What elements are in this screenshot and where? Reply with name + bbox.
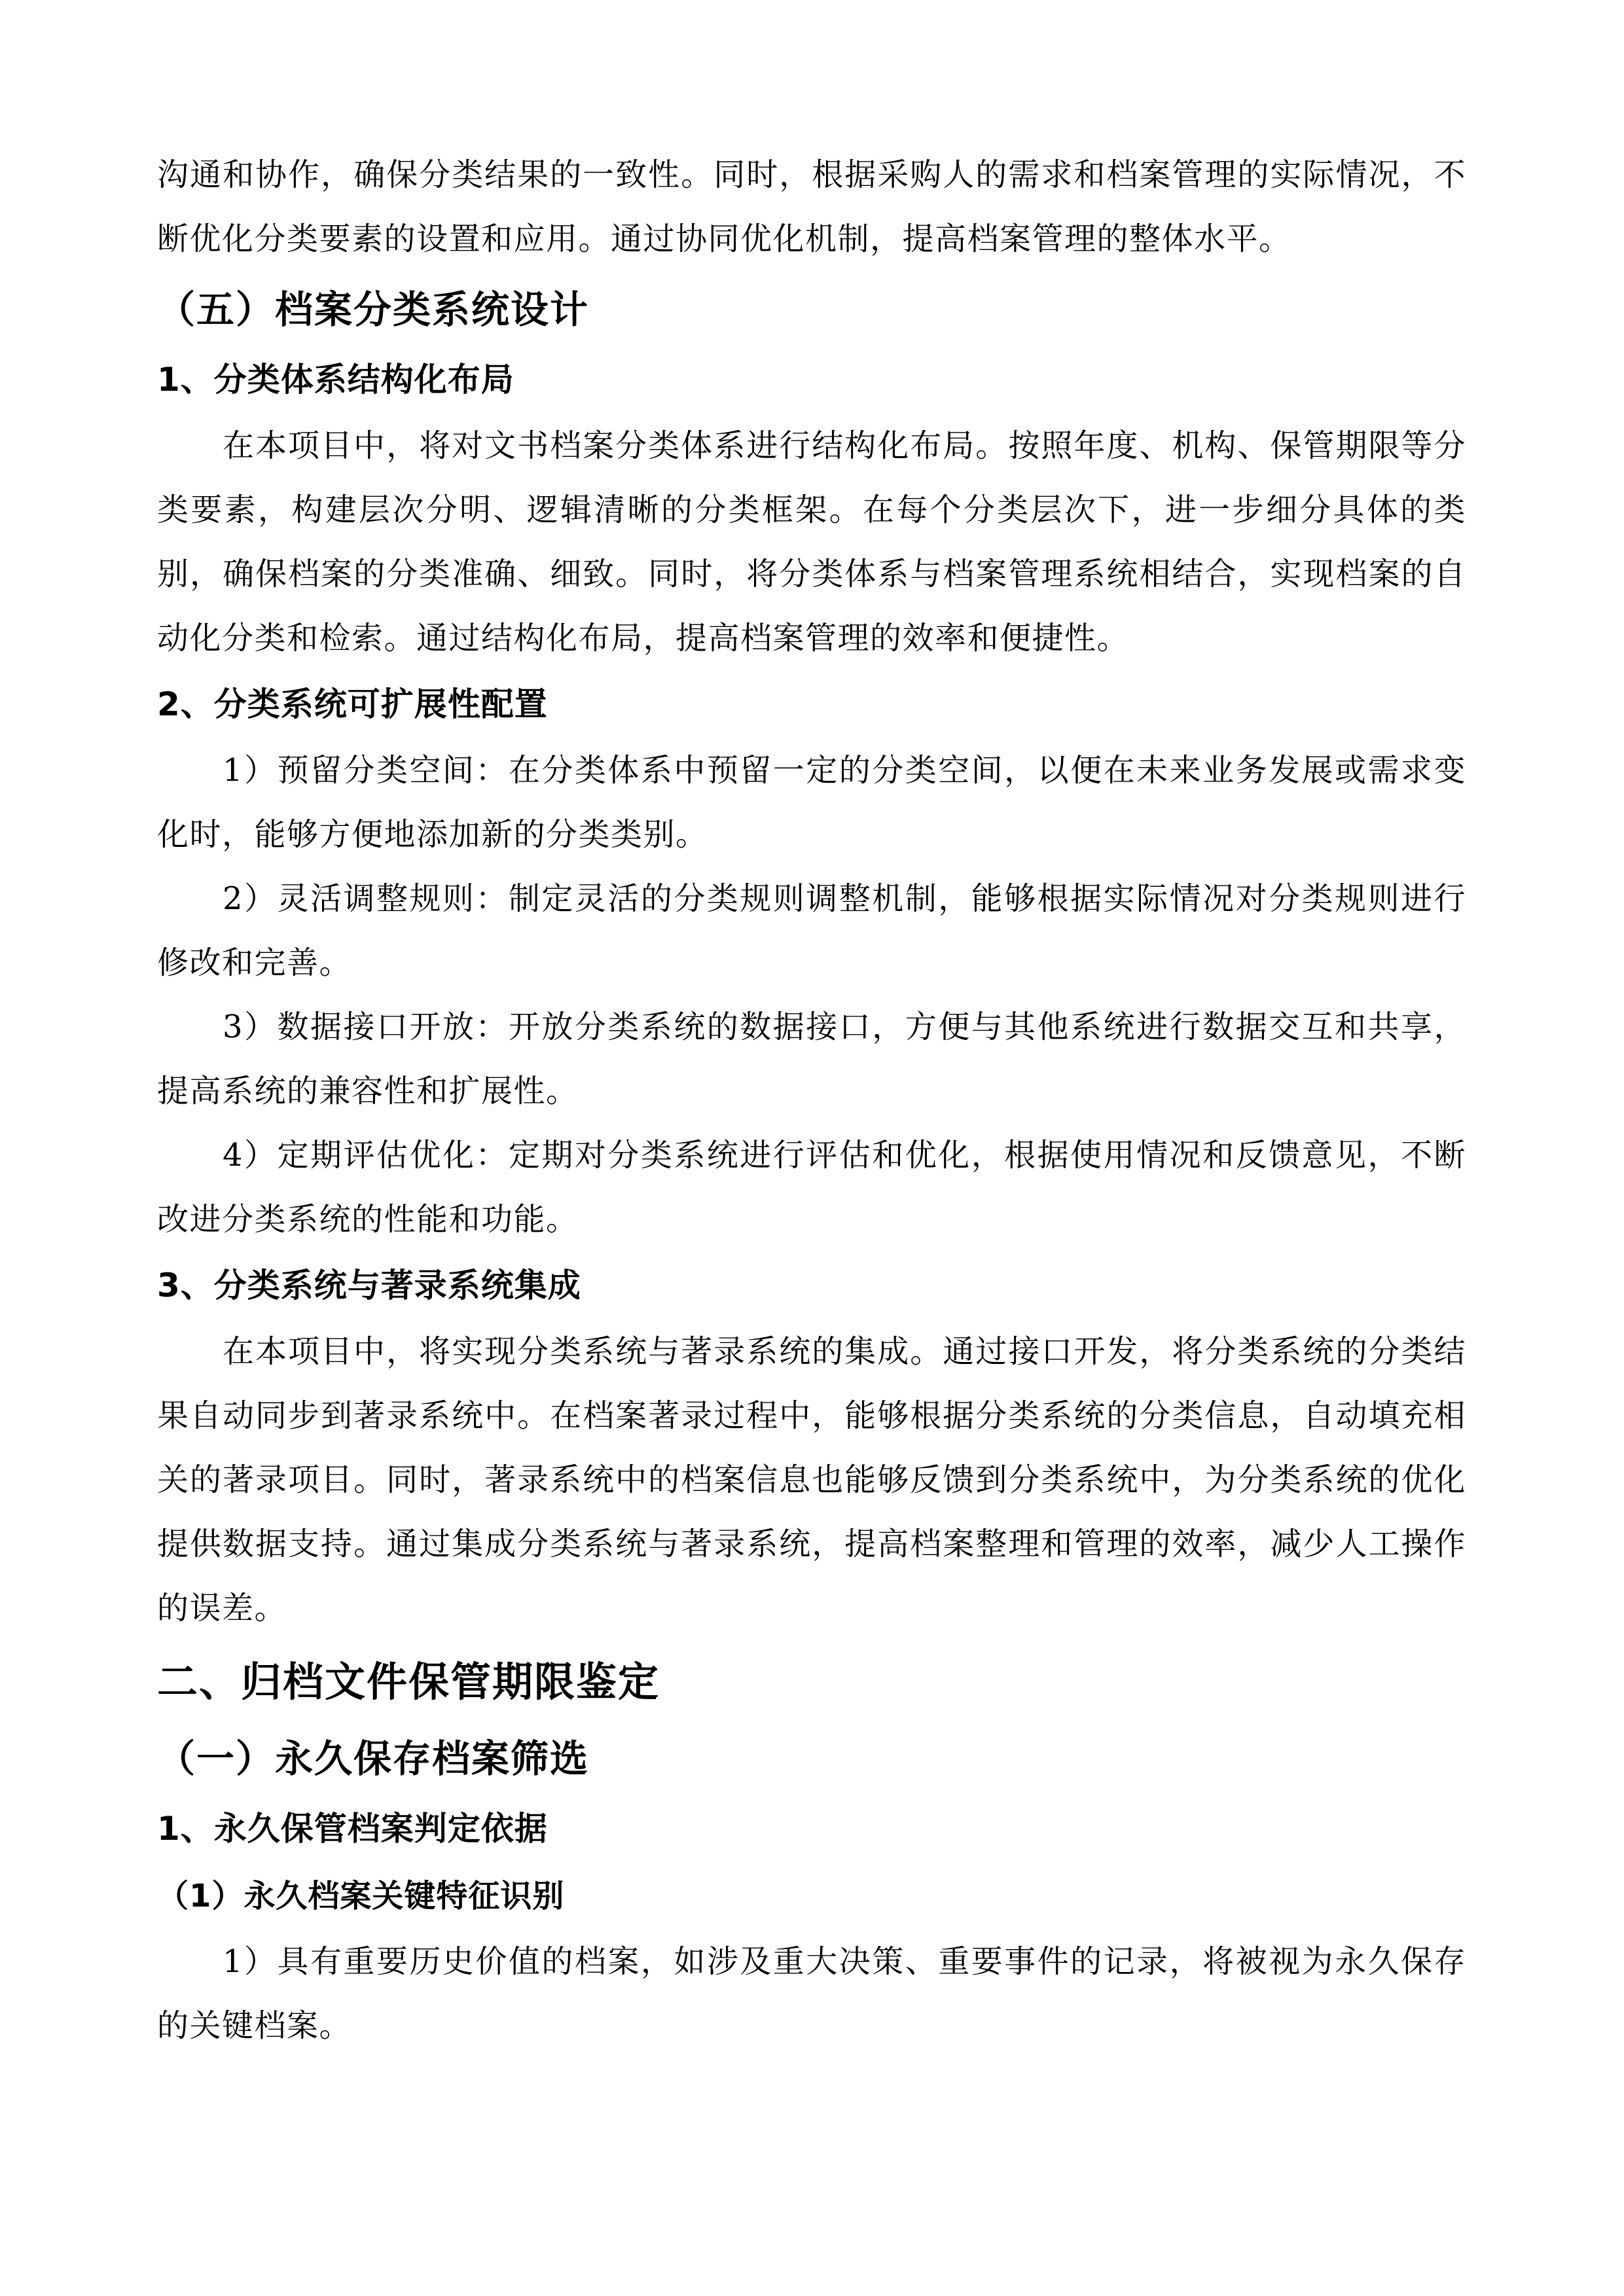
subsection-2-item-2: 2）灵活调整规则：制定灵活的分类规则调整机制，能够根据实际情况对分类规则进行修改和完善。 (157, 880, 1466, 981)
subsection-heading-2: 2、分类系统可扩展性配置 (157, 685, 548, 723)
document-body (157, 143, 1466, 2058)
subsection-heading-3: 3、分类系统与著录系统集成 (157, 1266, 581, 1304)
section-heading-5: （五）档案分类系统设计 (157, 287, 590, 332)
subsection-heading-1: 1、分类体系结构化布局 (157, 361, 514, 399)
section-1-subsection-1-item-1: 1）具有重要历史价值的档案，如涉及重大决策、重要事件的记录，将被视为永久保存的关键档案。 (157, 1943, 1466, 2044)
section-heading-1: （一）永久保存档案筛选 (157, 1736, 590, 1781)
subsection-1-paragraph: 在本项目中，将对文书档案分类体系进行结构化布局。按照年度、机构、保管期限等分类要素，构建层次分明、逻辑清晰的分类框架。在每个分类层次下，进一步细分具体的类别，确保档案的分类准确、细致。同时，将分类体系与档案管理系统相结合，实现档案的自动化分类和检索。通过结构化布局，提高档案管理的效率和便捷性。 (157, 427, 1466, 656)
section-1-subsection-1-heading-1: （1）永久档案关键特征识别 (157, 1878, 565, 1914)
subsection-3-paragraph: 在本项目中，将实现分类系统与著录系统的集成。通过接口开发，将分类系统的分类结果自动同步到著录系统中。在档案著录过程中，能够根据分类系统的分类信息，自动填充相关的著录项目。同时，著录系统中的档案信息也能够反馈到分类系统中，为分类系统的优化提供数据支持。通过集成分类系统与著录系统，提高档案整理和管理的效率，减少人工操作的误差。 (157, 1333, 1466, 1626)
subsection-2-item-3: 3）数据接口开放：开放分类系统的数据接口，方便与其他系统进行数据交互和共享，提高系统的兼容性和扩展性。 (157, 1009, 1466, 1109)
subsection-2-item-1: 1）预留分类空间：在分类体系中预留一定的分类空间，以便在未来业务发展或需求变化时，能够方便地添加新的分类类别。 (157, 752, 1466, 853)
section-1-subsection-heading-1: 1、永久保管档案判定依据 (157, 1810, 548, 1848)
chapter-heading-2: 二、归档文件保管期限鉴定 (157, 1658, 660, 1706)
intro-paragraph: 沟通和协作，确保分类结果的一致性。同时，根据采购人的需求和档案管理的实际情况，不断优化分类要素的设置和应用。通过协同优化机制，提高档案管理的整体水平。 (157, 156, 1466, 257)
subsection-2-item-4: 4）定期评估优化：定期对分类系统进行评估和优化，根据使用情况和反馈意见，不断改进分类系统的性能和功能。 (157, 1137, 1466, 1238)
